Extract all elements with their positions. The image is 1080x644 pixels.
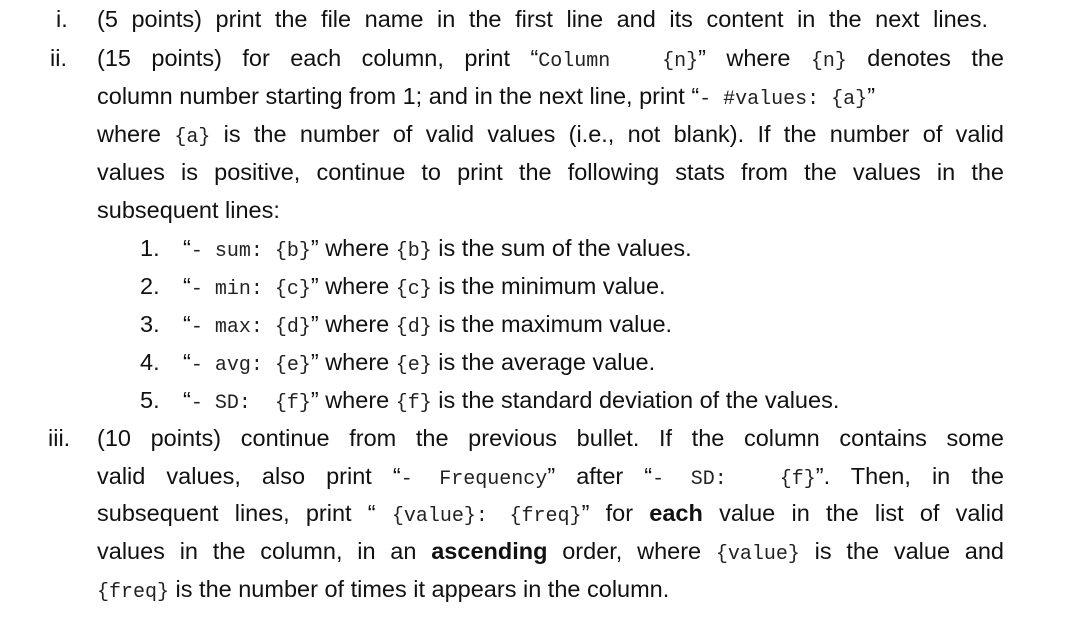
stat-item-max bbox=[183, 309, 672, 339]
bullet-ii-line-3 bbox=[97, 119, 1004, 149]
code-run: - #values: {a} bbox=[699, 88, 868, 111]
text-run: ” for bbox=[581, 500, 650, 526]
bullet-iii-line-2 bbox=[97, 461, 1004, 491]
bold-run: each bbox=[649, 500, 703, 526]
stat-item-sum bbox=[183, 233, 692, 263]
stat-number: 2. bbox=[140, 273, 160, 299]
stat-number: 5. bbox=[140, 387, 160, 413]
bullet-ii-line-1 bbox=[97, 43, 1004, 73]
bullet-ii-marker: ii. bbox=[50, 45, 67, 71]
bullet-iii-line-3 bbox=[97, 498, 1004, 528]
bold-run: ascending bbox=[431, 538, 548, 564]
code-run: - max: {d} bbox=[190, 316, 311, 339]
bullet-ii-line-2 bbox=[97, 81, 875, 111]
text-run: “ bbox=[183, 349, 191, 375]
code-run: {value}: {freq} bbox=[391, 505, 582, 528]
code-run: {a} bbox=[174, 126, 211, 149]
text-run: is the average value. bbox=[431, 349, 656, 375]
stat-number: 3. bbox=[140, 311, 160, 337]
text-run: is the number of times it appears in the column. bbox=[169, 576, 670, 602]
code-run: - Frequency bbox=[400, 468, 548, 491]
text-run: ” bbox=[867, 83, 876, 109]
code-run: {b} bbox=[395, 240, 432, 263]
text-run: ” where bbox=[310, 311, 396, 337]
text-run: values in the column, in an bbox=[97, 538, 432, 564]
text-run: ” where bbox=[310, 235, 396, 261]
text-run: value in the list of valid bbox=[702, 500, 1004, 526]
text-run: subsequent lines, print “ bbox=[97, 500, 392, 526]
code-run: {value} bbox=[715, 543, 800, 566]
text-run: denotes the bbox=[846, 45, 1004, 71]
bullet-ii-line-5: subsequent lines: bbox=[97, 197, 280, 223]
code-run: {e} bbox=[395, 354, 432, 377]
stat-item-sd bbox=[183, 385, 839, 415]
stat-item-avg bbox=[183, 347, 655, 377]
text-run: is the maximum value. bbox=[431, 311, 673, 337]
text-run: ” where bbox=[310, 387, 396, 413]
code-run: - SD: {f} bbox=[190, 392, 311, 415]
code-run: - sum: {b} bbox=[190, 240, 311, 263]
text-run: (15 points) for each column, print “ bbox=[97, 45, 539, 71]
text-run: ” where bbox=[698, 45, 811, 71]
text-run: order, where bbox=[547, 538, 716, 564]
text-run: ” where bbox=[310, 349, 396, 375]
text-run: “ bbox=[183, 273, 191, 299]
code-run: {n} bbox=[810, 50, 847, 73]
bullet-i-marker: i. bbox=[56, 6, 68, 32]
code-run: {c} bbox=[395, 278, 432, 301]
text-run: is the standard deviation of the values. bbox=[431, 387, 840, 413]
text-run: is the minimum value. bbox=[431, 273, 666, 299]
text-run: “ bbox=[183, 311, 191, 337]
bullet-iii-marker: iii. bbox=[48, 425, 71, 451]
bullet-iii-line-4 bbox=[97, 536, 1004, 566]
code-run: - min: {c} bbox=[190, 278, 311, 301]
bullet-ii-line-4: values is positive, continue to print the following stats from the values in the bbox=[97, 159, 1004, 185]
text-run: “ bbox=[183, 387, 191, 413]
text-run: is the sum of the values. bbox=[431, 235, 692, 261]
code-run: - SD: {f} bbox=[652, 468, 816, 491]
text-run: is the value and bbox=[799, 538, 1004, 564]
text-run: “ bbox=[183, 235, 191, 261]
code-run: {d} bbox=[395, 316, 432, 339]
code-run: - avg: {e} bbox=[190, 354, 311, 377]
text-run: ”. Then, in the bbox=[815, 463, 1004, 489]
bullet-iii-line-1: (10 points) continue from the previous bullet. If the column contains some bbox=[97, 425, 1004, 451]
text-run: valid values, also print “ bbox=[97, 463, 401, 489]
text-run: where bbox=[97, 121, 175, 147]
bullet-i-text: (5 points) print the file name in the first line and its content in the next lines. bbox=[97, 6, 988, 32]
code-run: Column {n} bbox=[538, 50, 699, 73]
code-run: {freq} bbox=[97, 581, 170, 604]
text-run: ” after “ bbox=[547, 463, 653, 489]
stat-number: 1. bbox=[140, 235, 160, 261]
stat-item-min bbox=[183, 271, 666, 301]
bullet-iii-line-5 bbox=[97, 574, 669, 604]
text-run: ” where bbox=[310, 273, 396, 299]
text-run: column number starting from 1; and in the next line, print “ bbox=[97, 83, 700, 109]
stat-number: 4. bbox=[140, 349, 160, 375]
text-run: is the number of valid values (i.e., not blank). If the number of valid bbox=[210, 121, 1004, 147]
code-run: {f} bbox=[395, 392, 432, 415]
